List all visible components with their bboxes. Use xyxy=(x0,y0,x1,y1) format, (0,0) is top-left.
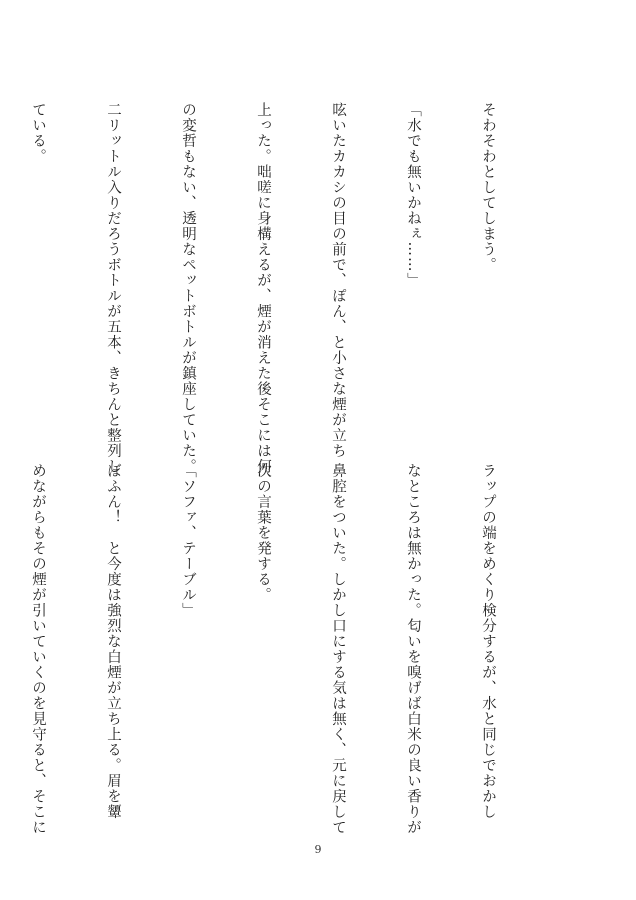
text-line: 「ソファ、テーブル」 xyxy=(180,463,196,618)
text-line: 次の言葉を発する。 xyxy=(255,463,271,603)
text-line: の変哲もない、透明なペットボトルが鎮座していた。 xyxy=(180,102,196,474)
text-line: ぼふん！ と今度は強烈な白煙が立ち上る。眉を顰 xyxy=(105,463,121,820)
text-line: ラップの端をめくり検分するが、水と同じでおかし xyxy=(480,463,496,820)
page-number: 9 xyxy=(314,843,322,856)
text-line: 二リットル入りだろうボトルが五本、きちんと整列し xyxy=(105,102,121,474)
text-line: 上った。咄嗟に身構えるが、煙が消えた後そこには何 xyxy=(255,102,271,474)
text-line: そわそわとしてしまう。 xyxy=(480,102,496,273)
text-line: 呟いたカカシの目の前で、ぽん、と小さな煙が立ち xyxy=(330,102,346,459)
text-line: めながらもその煙が引いていくのを見守ると、そこに xyxy=(30,463,46,835)
text-block-bottom xyxy=(30,463,550,835)
text-line: なところは無かった。匂いを嗅げば白米の良い香りが xyxy=(405,463,421,835)
text-line: ている。 xyxy=(30,102,46,164)
text-line: 鼻腔をついた。しかし口にする気は無く、元に戻して xyxy=(330,463,346,835)
text-line: 「水でも無いかねぇ……」 xyxy=(405,102,421,288)
text-block-top xyxy=(30,102,550,474)
